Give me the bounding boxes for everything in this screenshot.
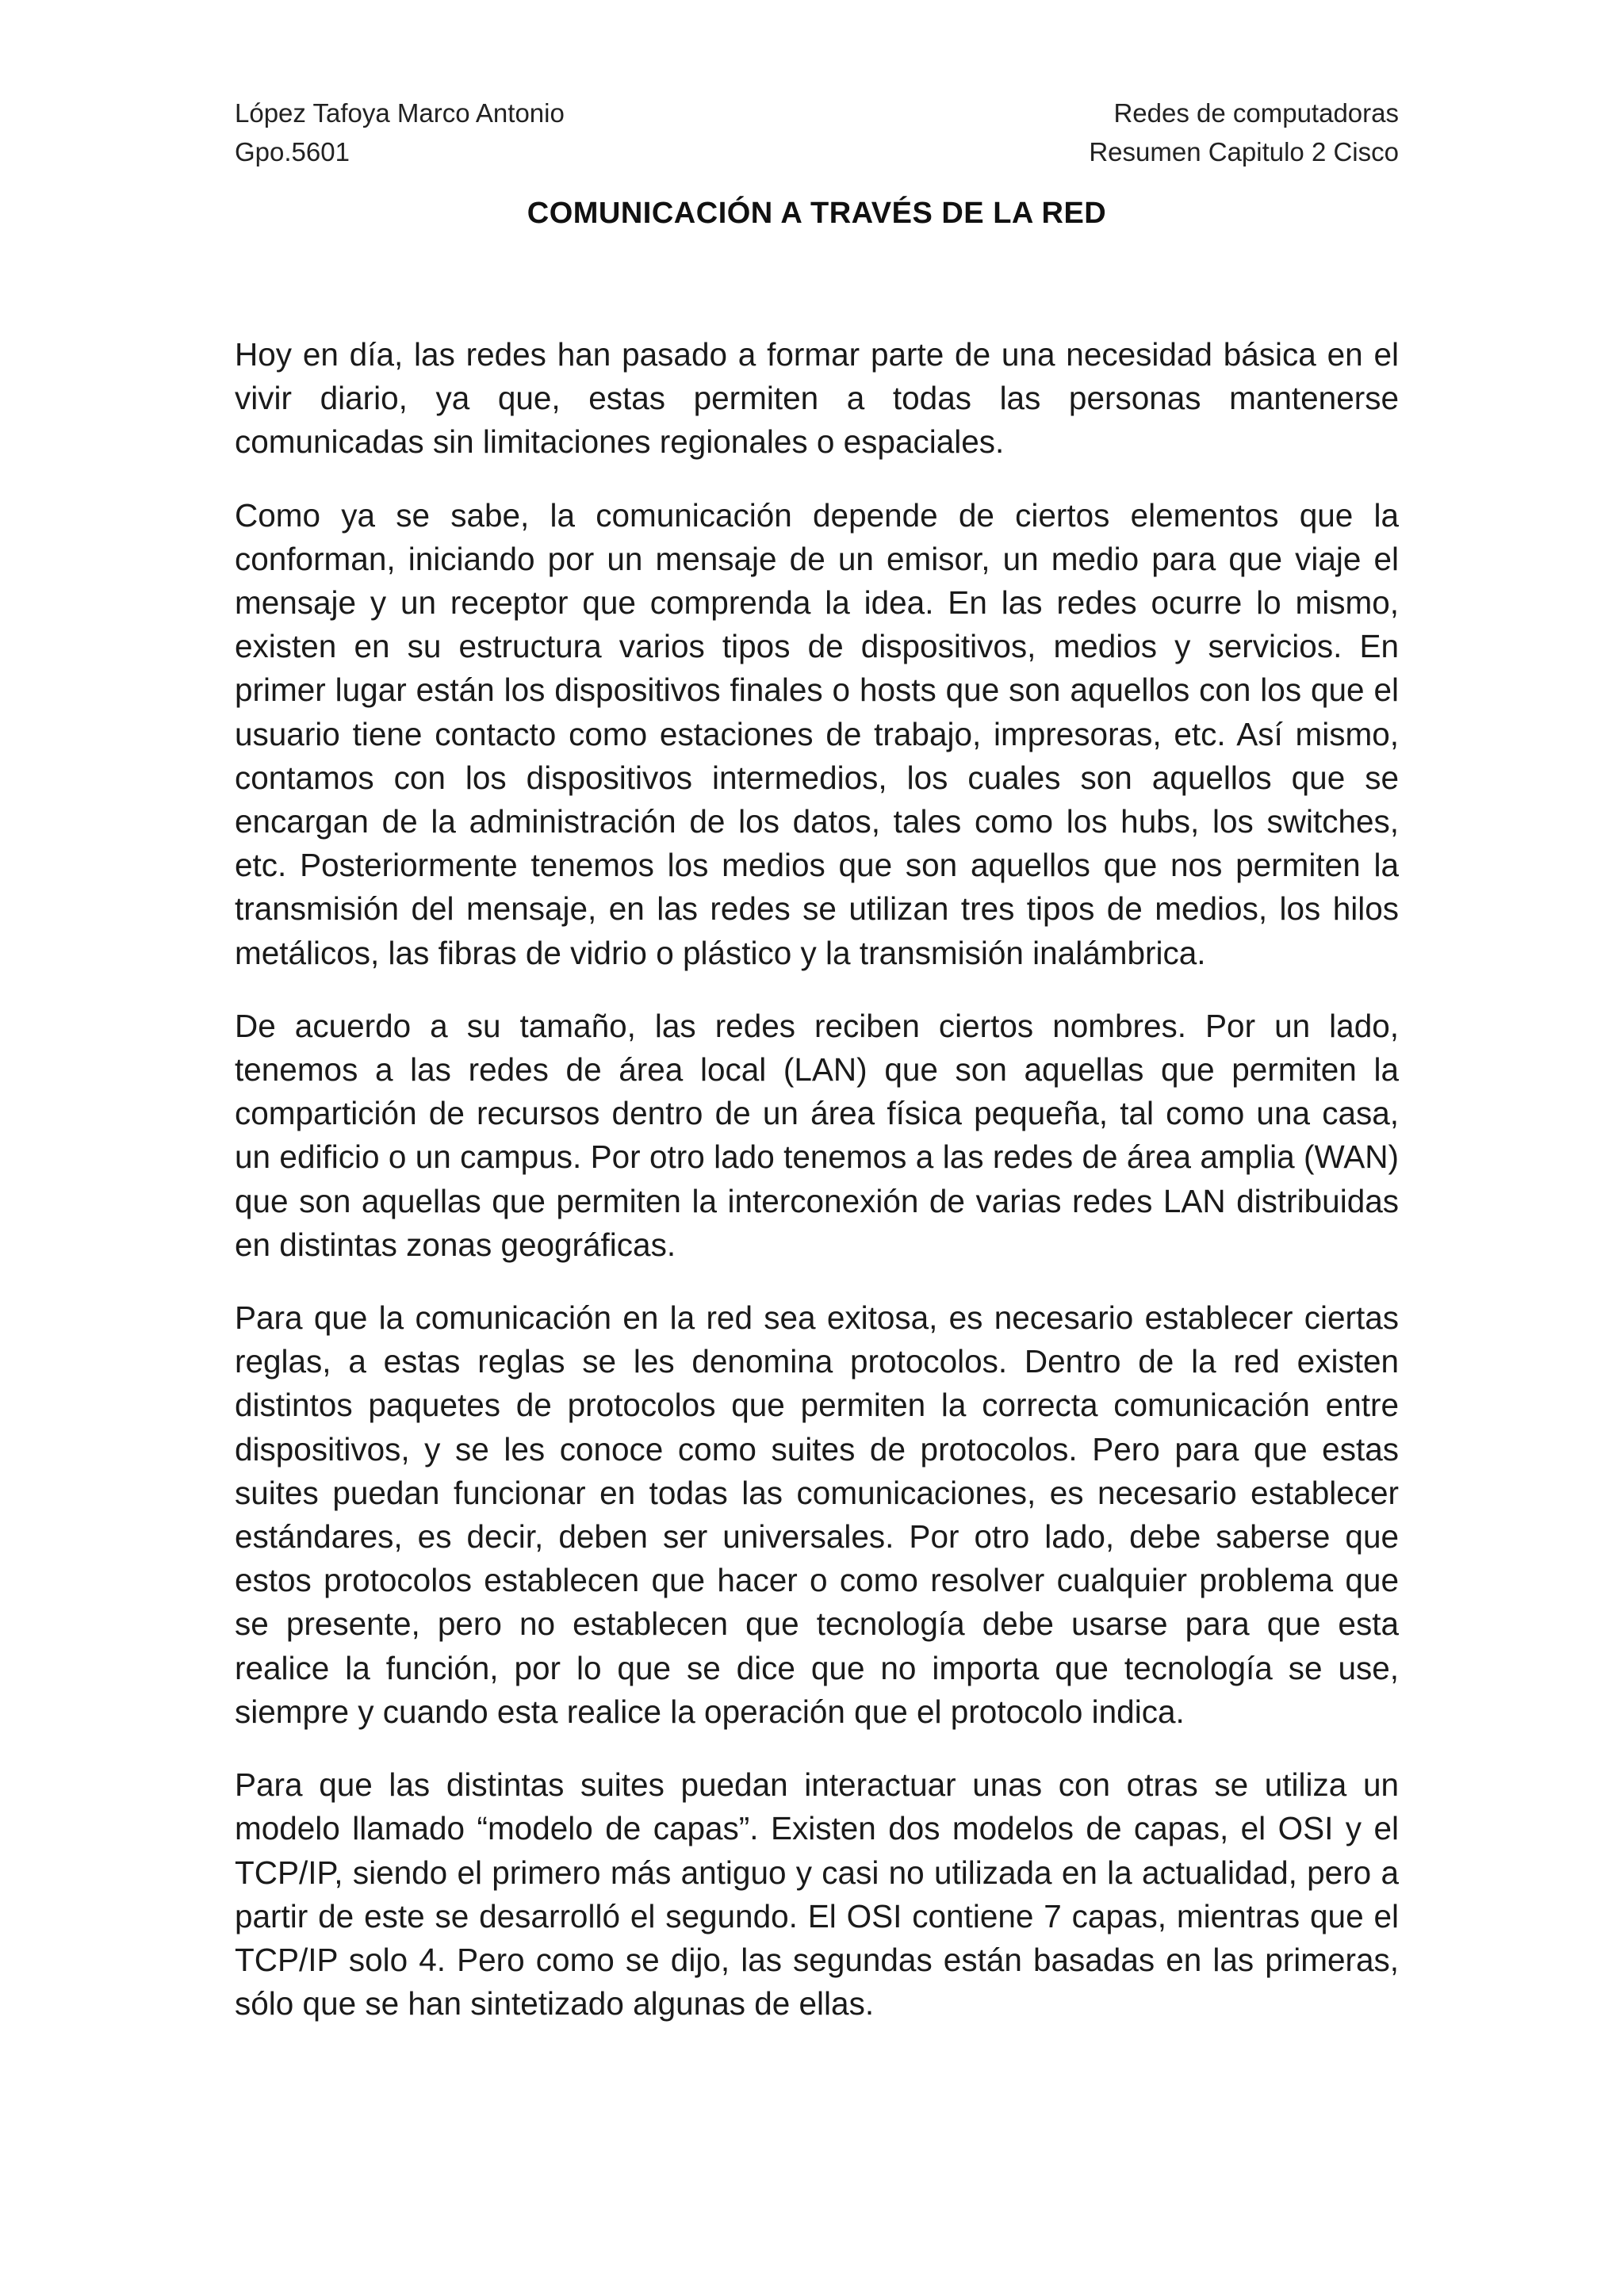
paragraph-5: Para que las distintas suites puedan interactuar unas con otras se utiliza un modelo llamado “modelo de capas”. Existen dos modelos de capas, el OSI y el TCP/IP, siendo el primero más antiguo y casi no utilizada en la actualidad, pero a partir de este se desarrolló el segundo. El OSI contiene 7 capas, mientras que el TCP/IP solo 4. Pero como se dijo, las segundas están basadas en las primeras, sólo que se han sintetizado algunas de ellas. [235,1766,1399,2022]
author-name: López Tafoya Marco Antonio [235,98,565,128]
paragraph-1: Hoy en día, las redes han pasado a formar parte de una necesidad básica en el vivir diario, ya que, estas permiten a todas las personas mantenerse comunicadas sin limitaciones regionales o espaciales. [235,336,1399,461]
paragraph-3: De acuerdo a su tamaño, las redes reciben ciertos nombres. Por un lado, tenemos a las redes de área local (LAN) que son aquellas que permiten la compartición de recursos dentro de un área física pequeña, tal como una casa, un edificio o un campus. Por otro lado tenemos a las redes de área amplia (WAN) que son aquellas que permiten la interconexión de varias redes LAN distribuidas en distintas zonas geográficas. [235,1007,1399,1263]
paragraph-4: Para que la comunicación en la red sea exitosa, es necesario establecer ciertas reglas, a estas reglas se les denomina protocolos. Dentro de la red existen distintos paquetes de protocolos que permiten la correcta comunicación entre dispositivos, y se les conoce como suites de protocolos. Pero para que estas suites puedan funcionar en todas las comunicaciones, es necesario establecer estándares, es decir, deben ser universales. Por otro lado, debe saberse que estos protocolos establecen que hacer o como resolver cualquier problema que se presente, pero no establecen que tecnología debe usarse para que esta realice la función, por lo que se dice que no importa que tecnología se use, siempre y cuando esta realice la operación que el protocolo indica. [235,1299,1399,1730]
paragraph-2: Como ya se sabe, la comunicación depende de ciertos elementos que la conforman, iniciando por un mensaje de un emisor, un medio para que viaje el mensaje y un receptor que comprenda la idea. En las redes ocurre lo mismo, existen en su estructura varios tipos de dispositivos, medios y servicios. En primer lugar están los dispositivos finales o hosts que son aquellos con los que el usuario tiene contacto como estaciones de trabajo, impresoras, etc. Así mismo, contamos con los dispositivos intermedios, los cuales son aquellos que se encargan de la administración de los datos, tales como los hubs, los switches, etc. Posteriormente tenemos los medios que son aquellos que nos permiten la transmisión del mensaje, en las redes se utilizan tres tipos de medios, los hilos metálicos, las fibras de vidrio o plástico y la transmisión inalámbrica. [235,496,1399,971]
header-row-2 [235,132,1399,171]
header-row-1 [235,94,1399,132]
document-subtitle: Resumen Capitulo 2 Cisco [1089,137,1399,166]
course-name: Redes de computadoras [1113,98,1399,128]
page-header [235,94,1399,171]
document-title: COMUNICACIÓN A TRAVÉS DE LA RED [527,197,1107,230]
document-body [235,333,1399,2055]
group-label: Gpo.5601 [235,137,350,166]
